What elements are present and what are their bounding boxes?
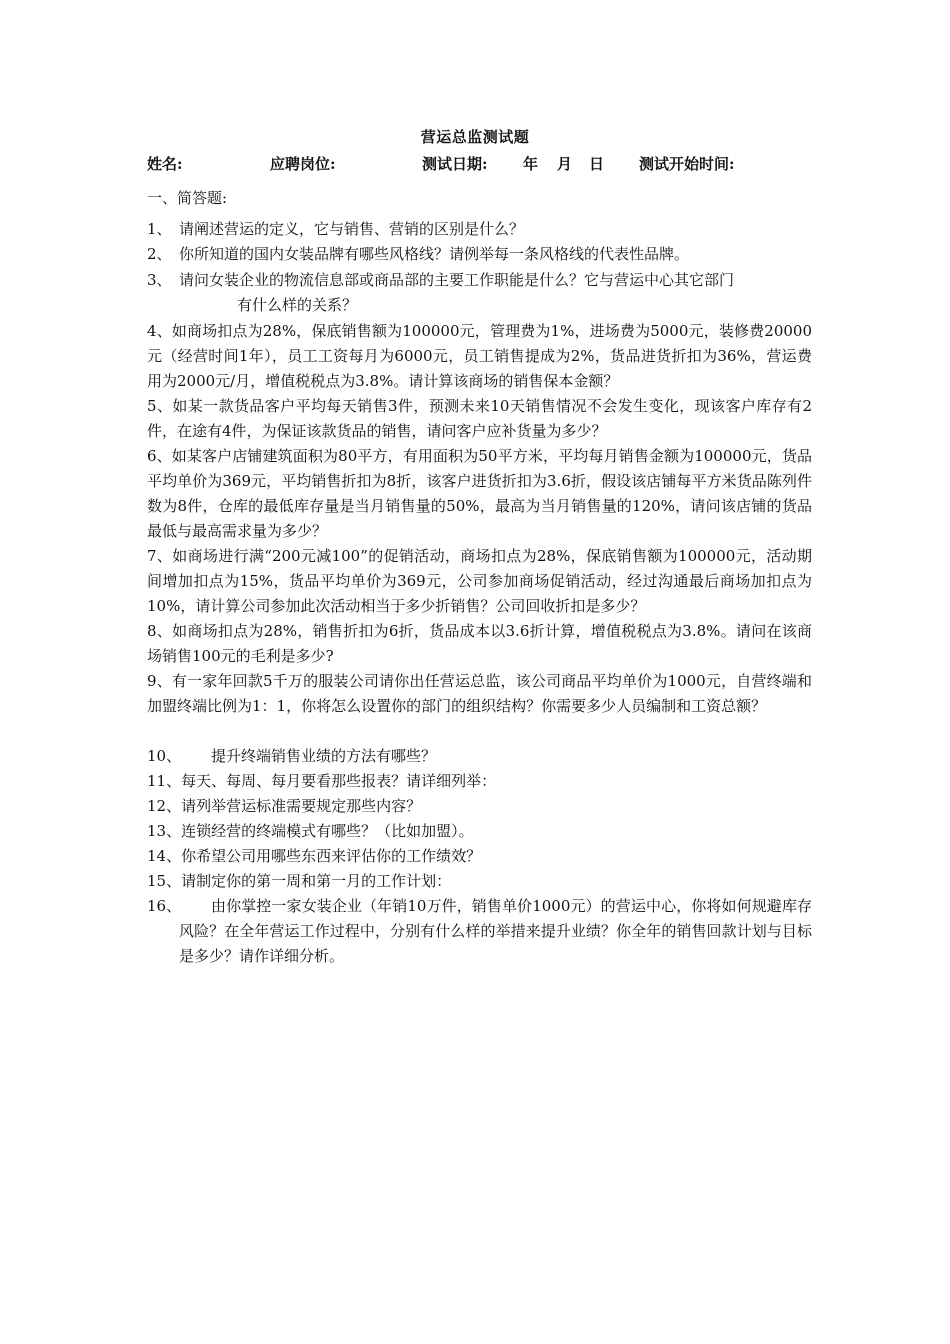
question-number: 3、 bbox=[147, 271, 172, 289]
month-label: 月 bbox=[557, 155, 573, 173]
question-number: 12、 bbox=[147, 797, 182, 815]
question-text: 每天、每周、每月要看那些报表？请详细列举： bbox=[181, 772, 497, 790]
question-text: 如商场扣点为28%，保底销售额为100000元，管理费为1%，进场费为5000元，装修费20000元（经营时间1年），员工工资每月为6000元，员工销售提成为2%，货品进货折扣为36%，营运费用为2000元/月，增值税税点为3.8%。请计算该商场的销售保本金额？ bbox=[147, 322, 812, 390]
question-number: 5、 bbox=[147, 397, 173, 415]
question-item bbox=[147, 894, 812, 969]
name-label: 姓名: bbox=[147, 155, 183, 173]
question-text: 请问女装企业的物流信息部或商品部的主要工作职能是什么？它与营运中心其它部门 bbox=[179, 271, 735, 289]
question-item bbox=[147, 242, 812, 267]
question-number: 14、 bbox=[147, 847, 182, 865]
question-item bbox=[147, 744, 812, 769]
question-number: 11、 bbox=[147, 772, 182, 790]
question-number: 2、 bbox=[147, 245, 172, 263]
question-item bbox=[147, 619, 812, 669]
question-text: 你所知道的国内女装品牌有哪些风格线？请例举每一条风格线的代表性品牌。 bbox=[179, 245, 690, 263]
page-title: 营运总监测试题 bbox=[420, 128, 530, 146]
question-item bbox=[147, 217, 812, 242]
question-number: 10、 bbox=[147, 747, 182, 765]
question-item bbox=[147, 844, 812, 869]
question-number: 4、 bbox=[147, 322, 172, 340]
question-text: 如商场进行满“200元减100”的促销活动，商场扣点为28%，保底销售额为100000元，活动期间增加扣点为15%，货品平均单价为369元，公司参加商场促销活动，经过沟通最后商场加扣点为10%，请计算公司参加此次活动相当于多少折销售？公司回收折扣是多少？ bbox=[147, 547, 813, 615]
question-item bbox=[147, 669, 812, 719]
question-number: 8、 bbox=[147, 622, 173, 640]
question-number: 6、 bbox=[147, 447, 172, 465]
question-text: 请制定你的第一周和第一月的工作计划： bbox=[181, 872, 452, 890]
question-item bbox=[147, 769, 812, 794]
question-number: 16、 bbox=[147, 897, 182, 915]
question-item bbox=[147, 394, 812, 444]
question-text: 请阐述营运的定义，它与销售、营销的区别是什么？ bbox=[179, 220, 525, 238]
question-text-continued: 有什么样的关系？ bbox=[237, 296, 358, 314]
question-number: 15、 bbox=[147, 872, 182, 890]
candidate-info-row bbox=[147, 153, 827, 175]
question-item bbox=[147, 268, 812, 318]
question-text: 如商场扣点为28%，销售折扣为6折，货品成本以3.6折计算，增值税税点为3.8%。请问在该商场销售100元的毛利是多少? bbox=[147, 622, 812, 665]
day-label: 日 bbox=[589, 155, 605, 173]
question-number: 7、 bbox=[147, 547, 173, 565]
question-item bbox=[147, 869, 812, 894]
start-time-label: 测试开始时间: bbox=[639, 155, 735, 173]
question-text: 由你掌控一家女装企业（年销10万件，销售单价1000元）的营运中心，你将如何规避库存风险？在全年营运工作过程中，分别有什么样的举措来提升业绩？你全年的销售回款计划与目标是多少？请作详细分析。 bbox=[179, 897, 812, 965]
section-title: 一、简答题: bbox=[147, 189, 228, 207]
question-text: 有一家年回款5千万的服装公司请你出任营运总监，该公司商品平均单价为1000元，自营终端和加盟终端比例为1：1，你将怎么设置你的部门的组织结构？你需要多少人员编制和工资总额？ bbox=[147, 672, 812, 715]
test-date-label: 测试日期: bbox=[422, 155, 488, 173]
question-text: 请列举营运标准需要规定那些内容？ bbox=[181, 797, 422, 815]
question-number: 1、 bbox=[147, 220, 172, 238]
question-item bbox=[147, 794, 812, 819]
question-text: 连锁经营的终端模式有哪些？（比如加盟）。 bbox=[181, 822, 474, 840]
question-text: 你希望公司用哪些东西来评估你的工作绩效？ bbox=[181, 847, 482, 865]
question-item bbox=[147, 819, 812, 844]
question-item bbox=[147, 444, 812, 544]
question-item bbox=[147, 319, 812, 394]
question-item bbox=[147, 544, 812, 619]
question-text: 提升终端销售业绩的方法有哪些？ bbox=[211, 747, 437, 765]
question-text: 如某一款货品客户平均每天销售3件，预测未来10天销售情况不会发生变化，现该客户库存有2件，在途有4件，为保证该款货品的销售，请问客户应补货量为多少？ bbox=[147, 397, 812, 440]
year-label: 年 bbox=[523, 155, 539, 173]
position-label: 应聘岗位: bbox=[270, 155, 336, 173]
question-number: 13、 bbox=[147, 822, 182, 840]
question-number: 9、 bbox=[147, 672, 172, 690]
question-text: 如某客户店铺建筑面积为80平方，有用面积为50平方米，平均每月销售金额为100000元，货品平均单价为369元，平均销售折扣为8折，该客户进货折扣为3.6折，假设该店铺每平方米货品陈列件数为8件，仓库的最低库存量是当月销售量的50%，最高为当月销售量的120%，请问该店铺的货品最低与最高需求量为多少？ bbox=[147, 447, 812, 540]
